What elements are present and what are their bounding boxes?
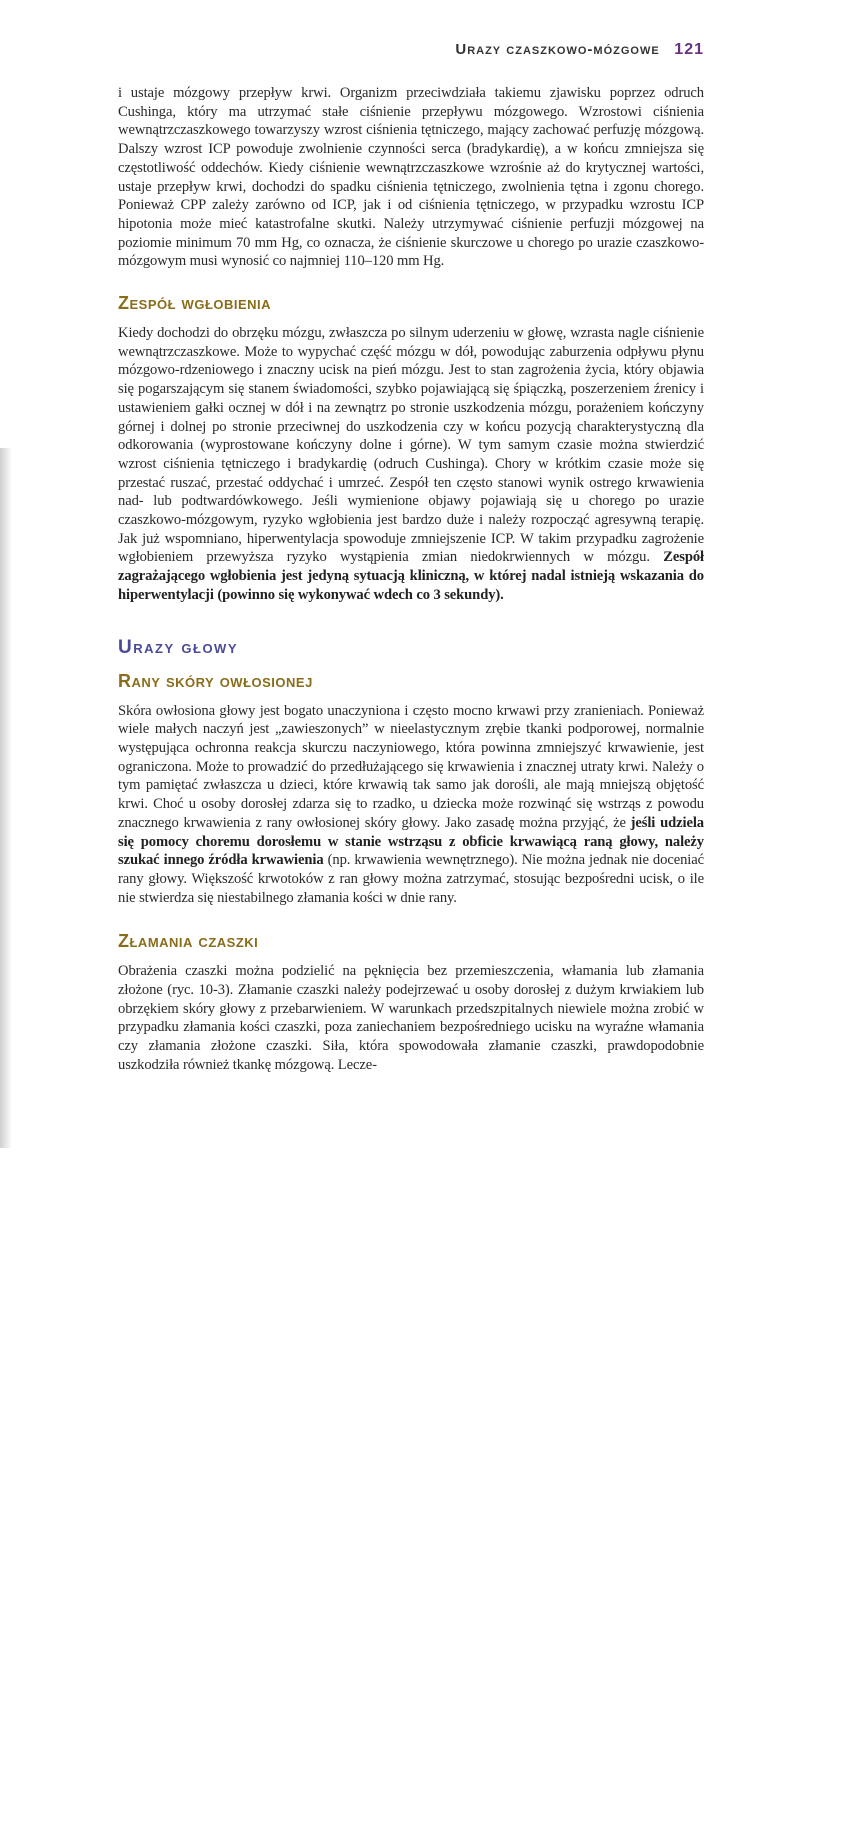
paragraph-wglobienie-bold: Zespół zagrażającego wgłobienia jest jedyną sytuacją kliniczną, w której nadal istnieją wskazania do hiperwentylacji (powinno się wykonywać wdech co 3 sekundy). [118,549,704,603]
running-header [118,41,704,59]
page-content [118,84,704,1075]
paragraph-wglobienie-text: Kiedy dochodzi do obrzęku mózgu, zwłaszcza po silnym uderzeniu w głowę, wzrasta nagle ciśnienie wewnątrzczaszkowe. Może to wypychać część mózgu w dół, powodując zaburzenia odpływu płynu mózgowo-rdzeniowego i znaczny ucisk na pień mózgu. Jest to stan zagrożenia życia, który objawia się pogarszającym się stanem świadomości, szybko pojawiającą się śpiączką, poszerzeniem źrenicy i ustawieniem gałki ocznej w dół i na zewnątrz po stronie uszkodzenia mózgu, porażeniem kończyny górnej i dolnej po stronie przeciwnej do uszkodzenia czy w końcu pozycją charakterystyczną dla odkorowania (wyprostowane kończyny dolne i górne). W tym samym czasie można stwierdzić wzrost ciśnienia tętniczego i bradykardię (odruch Cushinga). Chory w krótkim czasie może się przestać ruszać, przestać oddychać i umrzeć. Zespół ten często stanowi wynik ostrego krwawienia nad- lub podtwardówkowego. Jeśli wymienione objawy pojawiają się u chorego po urazie czaszkowo-mózgowym, ryzyko wgłobienia jest bardzo duże i należy rozpocząć agresywną terapię. Jak już wspomniano, hiperwentylacja spowoduje zmniejszenie ICP. W takim przypadku zagrożenie wgłobieniem przewyższa ryzyko wystąpienia zmian niedokrwiennych w mózgu. [118,325,704,566]
page-edge-shadow [0,448,12,1148]
paragraph-intro: i ustaje mózgowy przepływ krwi. Organizm przeciwdziała takiemu zjawisku poprzez odruch Cushinga, który ma utrzymać stałe ciśnienie przepływu mózgowego. Wzrostowi ciśnienia wewnątrzczaszkowego towarzyszy wzrost ciśnienia tętniczego, mający zachować perfuzję mózgową. Dalszy wzrost ICP powoduje zwolnienie czynności serca (bradykardię), a w końcu zmniejsza się częstotliwość oddechów. Kiedy ciśnienie wewnątrzczaszkowe wzrośnie aż do krytycznej wartości, ustaje przepływ krwi, dochodzi do spadku ciśnienia tętniczego, zwolnienia tętna i zgonu chorego. Ponieważ CPP zależy zarówno od ICP, jak i od ciśnienia tętniczego, w przypadku wzrostu ICP hipotonia może mieć katastrofalne skutki. Należy utrzymywać ciśnienie perfuzji mózgowej na poziomie minimum 70 mm Hg, co oznacza, że ciśnienie skurczowe u chorego po urazie czaszkowo-mózgowym musi wynosić co najmniej 110–120 mm Hg. [118,85,704,270]
heading-zlamania-czaszki: Złamania czaszki [118,931,259,952]
paragraph-rany-text-b: (np. krwawienia wewnętrznego). Nie można jednak nie doceniać rany głowy. Większość krwotoków z ran głowy można zatrzymać, stosując bezpośredni ucisk, o ile nie stwierdza się niestabilnego złamania kości w dnie rany. [118,852,704,906]
paragraph-wglobienie [118,324,704,605]
heading-zespol-wglobienia: Zespół wgłobienia [118,293,272,314]
heading-rany-skory: Rany skóry owłosionej [118,670,313,691]
page-number: 121 [674,41,704,58]
paragraph-rany-bold: jeśli udziela się pomocy choremu dorosłemu w stanie wstrząsu z obficie krwawiącą raną głowy, należy szukać innego źródła krwawienia [118,814,704,869]
heading-urazy-glowy: Urazy głowy [118,636,238,658]
paragraph-rany [118,702,704,908]
paragraph-zlamania: Obrażenia czaszki można podzielić na pęknięcia bez przemieszczenia, włamania lub złamania złożone (ryc. 10-3). Złamanie czaszki należy podejrzewać u osoby dorosłej z dużym krwiakiem lub obrzękiem skóry głowy z przebarwieniem. W warunkach przedszpitalnych niewiele można zrobić w przypadku złamania kości czaszki, poza zaniechaniem bezpośredniego ucisku na wyraźne włamania czy złamania złożone czaszki. Siła, która spowodowała złamanie czaszki, prawdopodobnie uszkodziła również tkankę mózgową. Lecze- [118,963,704,1073]
paragraph-rany-text-a: Skóra owłosiona głowy jest bogato unaczyniona i często mocno krwawi przy zranieniach. Ponieważ wiele małych naczyń jest „zawieszonych” w nieelastycznym zrębie tkanki podporowej, normalnie występująca ochronna reakcja skurczu naczyniowego, która powinna zmniejszyć krwawienie, jest ograniczona. Może to prowadzić do przedłużającego się krwawienia i znacznej utraty krwi. Należy o tym pamiętać zwłaszcza u dzieci, które krwawią tak samo jak dorośli, ale mają mniejszą objętość krwi. Choć u osoby dorosłej zdarza się to rzadko, u dziecka może rozwinąć się wstrząs z powodu znacznego krwawienia z rany owłosionej skóry głowy. Jako zasadę można przyjąć, że [118,702,704,831]
running-header-title: Urazy czaszkowo-mózgowe [455,41,660,58]
